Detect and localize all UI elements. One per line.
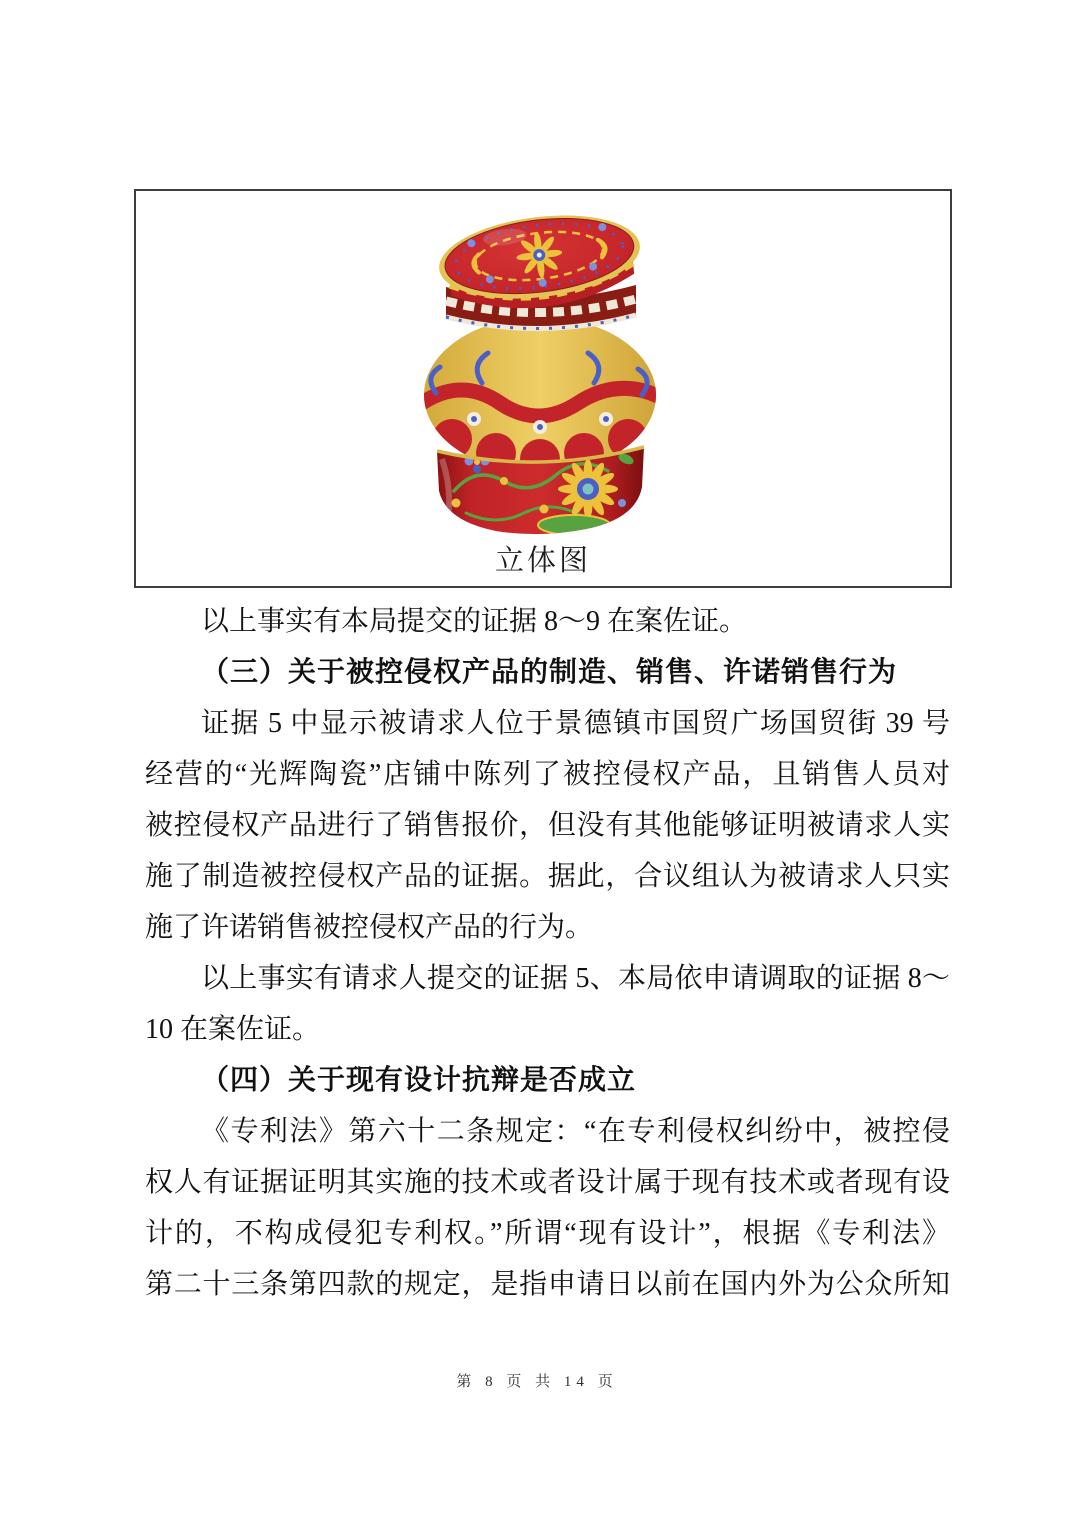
body-line: 第二十三条第四款的规定，是指申请日以前在国内外为公众所知 [145, 1269, 950, 1300]
body-line: 权人有证据证明其实施的技术或者设计属于现有技术或者现有设 [145, 1167, 950, 1198]
porcelain-jar-image [136, 191, 950, 586]
body-line: 证据 5 中显示被请求人位于景德镇市国贸广场国贸街 39 号 [201, 708, 950, 739]
body-line: 计的，不构成侵犯专利权。”所谓“现有设计”，根据《专利法》 [145, 1218, 950, 1249]
body-line: 10 在案佐证。 [145, 1014, 321, 1045]
figure-caption: 立体图 [494, 545, 591, 577]
section-heading-4: （四）关于现有设计抗辩是否成立 [201, 1065, 637, 1096]
body-line: 施了许诺销售被控侵权产品的行为。 [145, 912, 594, 943]
section-heading-3: （三）关于被控侵权产品的制造、销售、许诺销售行为 [201, 657, 898, 688]
body-line: 施了制造被控侵权产品的证据。据此，合议组认为被请求人只实 [145, 861, 950, 892]
page-number: 第 8 页 共 14 页 [456, 1374, 618, 1390]
body-line: 以上事实有请求人提交的证据 5、本局依申请调取的证据 8～ [201, 963, 950, 994]
body-line: 《专利法》第六十二条规定：“在专利侵权纠纷中，被控侵 [201, 1116, 950, 1147]
body-line: 被控侵权产品进行了销售报价，但没有其他能够证明被请求人实 [145, 810, 950, 841]
body-line: 以上事实有本局提交的证据 8～9 在案佐证。 [201, 606, 748, 637]
document-body [145, 596, 950, 1310]
evidence-figure-box [134, 189, 952, 588]
body-line: 经营的“光辉陶瓷”店铺中陈列了被控侵权产品，且销售人员对 [145, 759, 950, 790]
